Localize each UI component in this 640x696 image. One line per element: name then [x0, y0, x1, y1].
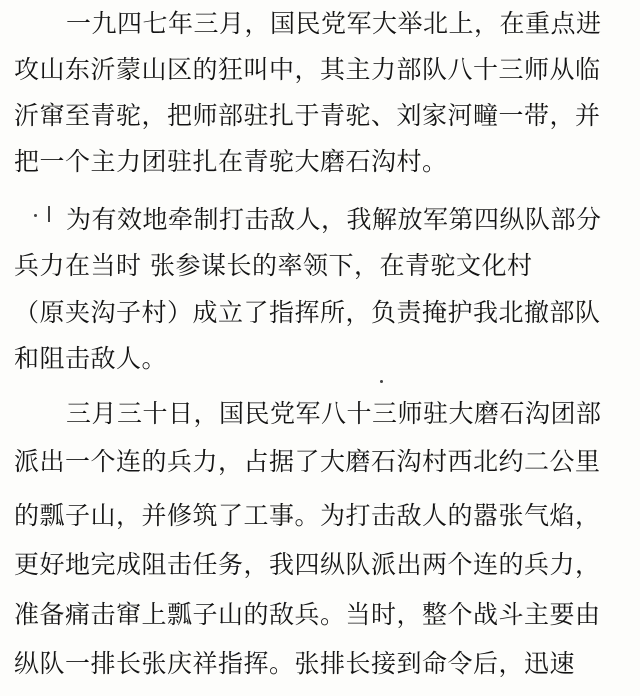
scan-speck — [34, 214, 37, 217]
scan-speck — [380, 380, 383, 383]
scan-mark — [48, 206, 50, 222]
text-line: 兵力在当时 张参谋长的率领下，在青驼文化村 — [14, 251, 533, 280]
text-line: 攻山东沂蒙山区的狂叫中，其主力部队八十三师从临 — [14, 55, 601, 84]
text-line: 纵队一排长张庆祥指挥。张排长接到命令后，迅速 — [14, 649, 576, 678]
text-line: 和阻击敌人。 — [14, 344, 168, 373]
text-line: 派出一个连的兵力，占据了大磨石沟村西北约二公里 — [14, 447, 601, 476]
text-line: 一九四七年三月，国民党军大举北上，在重点进 — [66, 9, 602, 38]
text-line: 为有效地牵制打击敌人，我解放军第四纵队部分 — [66, 205, 602, 234]
text-line: 的瓢子山，并修筑了工事。为打击敌人的嚣张气焰， — [14, 501, 601, 530]
text-line: 更好地完成阻击任务，我四纵队派出两个连的兵力， — [14, 550, 601, 579]
text-line: 把一个主力团驻扎在青驼大磨石沟村。 — [14, 147, 448, 176]
text-line: 沂窜至青驼，把师部驻扎于青驼、刘家河疃一带，并 — [14, 101, 601, 130]
text-line: （原夹沟子村）成立了指挥所，负责掩护我北撤部队 — [14, 298, 601, 327]
text-line: 三月三十日，国民党军八十三师驻大磨石沟团部 — [66, 399, 602, 428]
text-line: 准备痛击窜上瓢子山的敌兵。当时，整个战斗主要由 — [14, 600, 601, 629]
